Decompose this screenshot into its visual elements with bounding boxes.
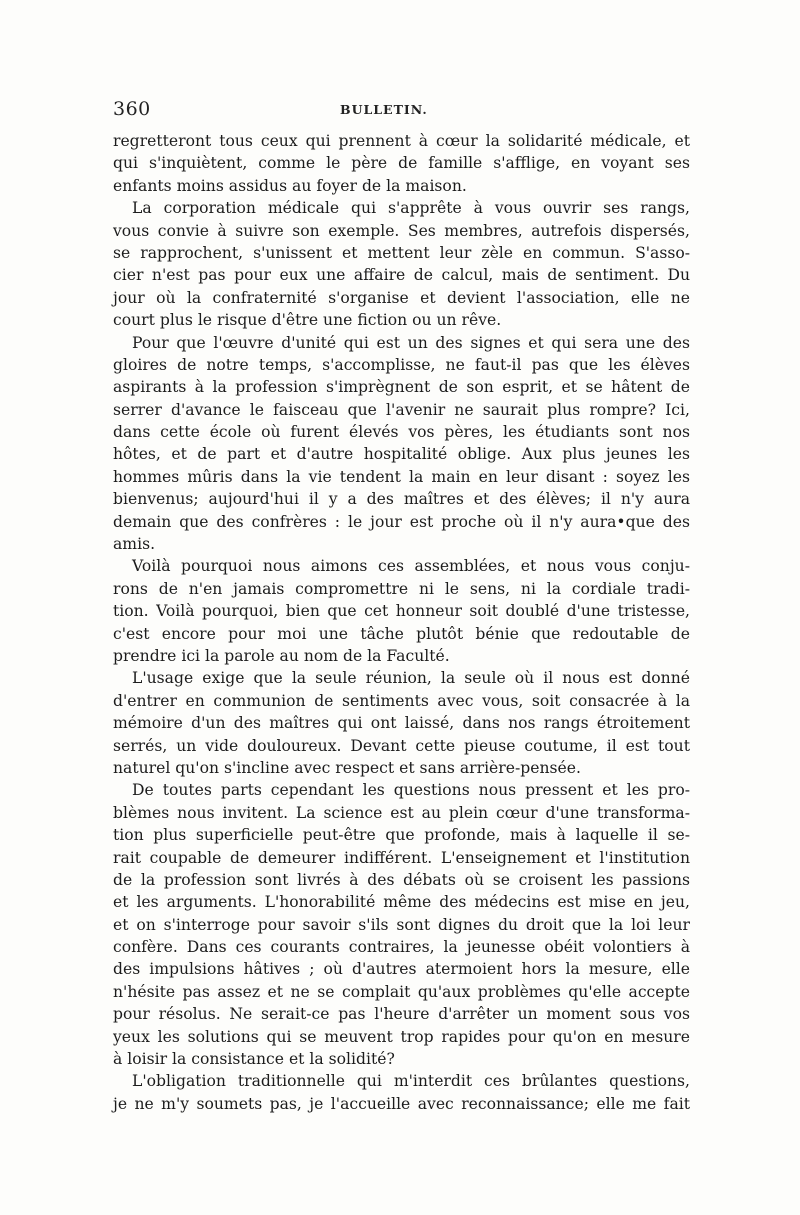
text-line: dans cette école où furent élevés vos pères, les étudiants sont nos — [113, 423, 690, 442]
text-line: L'usage exige que la seule réunion, la seule où il nous est donné — [132, 669, 690, 688]
text-line: n'hésite pas assez et ne se complait qu'aux problèmes qu'elle accepte — [113, 982, 690, 1001]
running-head: BULLETIN. — [340, 102, 428, 117]
text-line: et les arguments. L'honorabilité même des médecins est mise en jeu, — [113, 893, 690, 912]
text-line: Pour que l'œuvre d'unité qui est un des signes et qui sera une des — [132, 333, 690, 352]
text-line: et on s'interroge pour savoir s'ils sont dignes du droit que la loi leur — [113, 915, 690, 934]
page-header — [113, 98, 690, 124]
text-line: cier n'est pas pour eux une affaire de calcul, mais de sentiment. Du — [113, 266, 690, 285]
text-line: yeux les solutions qui se meuvent trop rapides pour qu'on en mesure — [113, 1027, 690, 1046]
text-line: serrer d'avance le faisceau que l'avenir ne saurait plus rompre? Ici, — [113, 400, 690, 419]
text-line: d'entrer en communion de sentiments avec vous, soit consacrée à la — [113, 691, 690, 710]
text-line: La corporation médicale qui s'apprête à vous ouvrir ses rangs, — [132, 199, 690, 218]
text-line: aspirants à la profession s'imprègnent de son esprit, et se hâtent de — [113, 378, 690, 397]
text-line: jour où la confraternité s'organise et devient l'association, elle ne — [113, 288, 690, 307]
text-line: rons de n'en jamais compromettre ni le sens, ni la cordiale tradi- — [113, 579, 690, 598]
text-line: qui s'inquiètent, comme le père de famille s'afflige, en voyant ses — [113, 154, 690, 173]
text-line: se rapprochent, s'unissent et mettent leur zèle en commun. S'asso- — [113, 243, 690, 262]
text-line: rait coupable de demeurer indifférent. L'enseignement et l'institution — [113, 848, 690, 867]
text-line: hôtes, et de part et d'autre hospitalité oblige. Aux plus jeunes les — [113, 445, 690, 464]
page-number: 360 — [113, 98, 151, 120]
text-line: prendre ici la parole au nom de la Faculté. — [113, 646, 450, 665]
text-line: amis. — [113, 535, 156, 554]
text-line: blèmes nous invitent. La science est au plein cœur d'une transforma- — [113, 803, 690, 822]
body-text — [113, 130, 690, 1115]
text-line: gloires de notre temps, s'accomplisse, ne faut-il pas que les élèves — [113, 355, 690, 374]
text-line: mémoire d'un des maîtres qui ont laissé, dans nos rangs étroitement — [113, 714, 690, 733]
text-line: hommes mûris dans la vie tendent la main en leur disant : soyez les — [113, 467, 690, 486]
text-line: je ne m'y soumets pas, je l'accueille avec reconnaissance; elle me fait — [113, 1094, 690, 1113]
text-line: court plus le risque d'être une fiction ou un rêve. — [113, 311, 502, 330]
text-line: confère. Dans ces courants contraires, la jeunesse obéit volontiers à — [113, 938, 690, 957]
text-line: demain que des confrères : le jour est proche où il n'y aura•que des — [113, 512, 690, 531]
text-line: tion plus superficielle peut-être que profonde, mais à laquelle il se- — [113, 826, 690, 845]
text-line: de la profession sont livrés à des débats où se croisent les passions — [113, 870, 690, 889]
text-line: c'est encore pour moi une tâche plutôt bénie que redoutable de — [113, 624, 690, 643]
text-line: vous convie à suivre son exemple. Ses membres, autrefois dispersés, — [113, 221, 690, 240]
text-line: enfants moins assidus au foyer de la maison. — [113, 176, 467, 195]
text-line: pour résolus. Ne serait-ce pas l'heure d'arrêter un moment sous vos — [113, 1005, 690, 1024]
text-line: De toutes parts cependant les questions nous pressent et les pro- — [132, 781, 690, 800]
text-line: L'obligation traditionnelle qui m'interdit ces brûlantes questions, — [132, 1072, 690, 1091]
text-line: Voilà pourquoi nous aimons ces assemblées, et nous vous conju- — [132, 557, 690, 576]
text-line: regretteront tous ceux qui prennent à cœur la solidarité médicale, et — [113, 132, 690, 150]
text-line: tion. Voilà pourquoi, bien que cet honneur soit doublé d'une tristesse, — [113, 602, 690, 621]
text-line: serrés, un vide douloureux. Devant cette pieuse coutume, il est tout — [113, 736, 690, 755]
text-line: naturel qu'on s'incline avec respect et sans arrière-pensée. — [113, 758, 581, 777]
text-line: bienvenus; aujourd'hui il y a des maîtres et des élèves; il n'y aura — [113, 490, 690, 509]
text-line: à loisir la consistance et la solidité? — [113, 1050, 395, 1069]
text-line: des impulsions hâtives ; où d'autres atermoient hors la mesure, elle — [113, 960, 690, 979]
